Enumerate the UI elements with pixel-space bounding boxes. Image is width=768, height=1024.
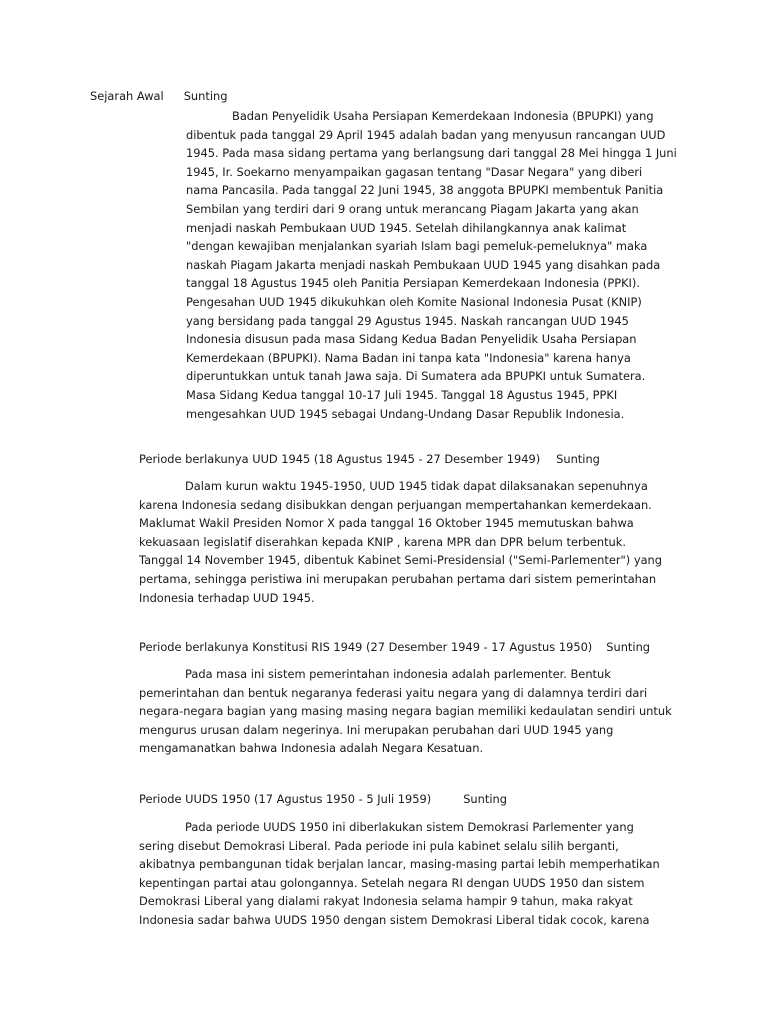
section-heading-title: Periode UUDS 1950 (17 Agustus 1950 - 5 Juli 1959) <box>139 792 432 806</box>
paragraph-line: Sembilan yang terdiri dari 9 orang untuk merancang Piagam Jakarta yang akan <box>186 201 639 216</box>
paragraph-line: pertama, sehingga peristiwa ini merupakan perubahan pertama dari sistem pemerintahan <box>139 571 657 586</box>
paragraph-line: naskah Piagam Jakarta menjadi naskah Pembukaan UUD 1945 yang disahkan pada <box>186 257 661 272</box>
section-heading-konstitusi-ris <box>139 639 650 655</box>
edit-link[interactable]: Sunting <box>606 640 651 654</box>
paragraph-line: mengesahkan UUD 1945 sebagai Undang-Undang Dasar Republik Indonesia. <box>186 406 625 421</box>
paragraph-line: Maklumat Wakil Presiden Nomor X pada tanggal 16 Oktober 1945 memutuskan bahwa <box>139 516 634 531</box>
paragraph-line: negara-negara bagian yang masing masing negara bagian memiliki kedaulatan sendiri untuk <box>139 704 672 719</box>
paragraph-line: yang bersidang pada tanggal 29 Agustus 1945. Naskah rancangan UUD 1945 <box>186 313 629 328</box>
paragraph-line: 1945. Pada masa sidang pertama yang berlangsung dari tanggal 28 Mei hingga 1 Juni <box>186 146 677 161</box>
paragraph-line: tanggal 18 Agustus 1945 oleh Panitia Persiapan Kemerdekaan Indonesia (PPKI). <box>186 276 640 291</box>
edit-link[interactable]: Sunting <box>556 452 600 466</box>
paragraph-konstitusi-ris <box>139 665 672 758</box>
paragraph-line: Tanggal 14 November 1945, dibentuk Kabinet Semi-Presidensial ("Semi-Parlementer") yang <box>139 553 663 568</box>
paragraph-line: akibatnya pembangunan tidak berjalan lancar, masing-masing partai lebih memperhatikan <box>139 857 660 872</box>
paragraph-uuds-1950 <box>139 818 660 930</box>
paragraph-line: kekuasaan legislatif diserahkan kepada KNIP , karena MPR dan DPR belum terbentuk. <box>139 534 626 549</box>
paragraph-line: "dengan kewajiban menjalankan syariah Islam bagi pemeluk-pemeluknya" maka <box>186 239 648 254</box>
paragraph-line: Indonesia disusun pada masa Sidang Kedua Badan Penyelidik Usaha Persiapan <box>186 332 637 347</box>
paragraph-line: menjadi naskah Pembukaan UUD 1945. Setelah dihilangkannya anak kalimat <box>186 220 627 235</box>
section-heading-title: Periode berlakunya Konstitusi RIS 1949 (27 Desember 1949 - 17 Agustus 1950) <box>139 640 593 654</box>
paragraph-line: kepentingan partai atau golongannya. Setelah negara RI dengan UUDS 1950 dan sistem <box>139 875 645 890</box>
paragraph-line: Indonesia sadar bahwa UUDS 1950 dengan sistem Demokrasi Liberal tidak cocok, karena <box>139 912 650 927</box>
paragraph-line: dibentuk pada tanggal 29 April 1945 adalah badan yang menyusun rancangan UUD <box>186 127 666 142</box>
paragraph-line: Kemerdekaan (BPUPKI). Nama Badan ini tanpa kata "Indonesia" karena hanya <box>186 350 631 365</box>
paragraph-line: Pada masa ini sistem pemerintahan indonesia adalah parlementer. Bentuk <box>185 667 611 681</box>
paragraph-line: diperuntukkan untuk tanah Jawa saja. Di Sumatera ada BPUPKI untuk Sumatera. <box>186 369 646 384</box>
paragraph-line: mengurus urusan dalam negerinya. Ini merupakan perubahan dari UUD 1945 yang <box>139 722 614 737</box>
section-heading-title: Periode berlakunya UUD 1945 (18 Agustus 1945 - 27 Desember 1949) <box>139 452 541 466</box>
paragraph-line: karena Indonesia sedang disibukkan dengan perjuangan mempertahankan kemerdekaan. <box>139 497 652 512</box>
paragraph-line: pemerintahan dan bentuk negaranya federasi yaitu negara yang di dalamnya terdiri dari <box>139 685 648 700</box>
paragraph-line: Indonesia terhadap UUD 1945. <box>139 590 315 605</box>
paragraph-line: sering disebut Demokrasi Liberal. Pada periode ini pula kabinet selalu silih berganti, <box>139 838 619 853</box>
section-heading-title: Sejarah Awal <box>90 89 164 103</box>
paragraph-line: Pengesahan UUD 1945 dikukuhkan oleh Komite Nasional Indonesia Pusat (KNIP) <box>186 294 642 309</box>
paragraph-uud-1945 <box>139 477 662 607</box>
paragraph-sejarah-awal <box>186 107 677 423</box>
paragraph-line: Pada periode UUDS 1950 ini diberlakukan sistem Demokrasi Parlementer yang <box>185 820 634 834</box>
edit-link[interactable]: Sunting <box>183 89 228 103</box>
section-heading-uuds-1950 <box>139 791 507 807</box>
paragraph-line: Badan Penyelidik Usaha Persiapan Kemerdekaan Indonesia (BPUPKI) yang <box>232 109 654 123</box>
edit-link[interactable]: Sunting <box>463 792 507 806</box>
paragraph-line: Demokrasi Liberal yang dialami rakyat Indonesia selama hampir 9 tahun, maka rakyat <box>139 894 633 909</box>
section-heading-sejarah-awal <box>90 88 227 104</box>
paragraph-line: Dalam kurun waktu 1945-1950, UUD 1945 tidak dapat dilaksanakan sepenuhnya <box>185 479 648 493</box>
section-heading-uud-1945 <box>139 451 600 467</box>
paragraph-line: Masa Sidang Kedua tanggal 10-17 Juli 1945. Tanggal 18 Agustus 1945, PPKI <box>186 387 618 402</box>
paragraph-line: mengamanatkan bahwa Indonesia adalah Negara Kesatuan. <box>139 741 484 756</box>
paragraph-line: nama Pancasila. Pada tanggal 22 Juni 1945, 38 anggota BPUPKI membentuk Panitia <box>186 183 664 198</box>
paragraph-line: 1945, Ir. Soekarno menyampaikan gagasan tentang "Dasar Negara" yang diberi <box>186 164 643 179</box>
